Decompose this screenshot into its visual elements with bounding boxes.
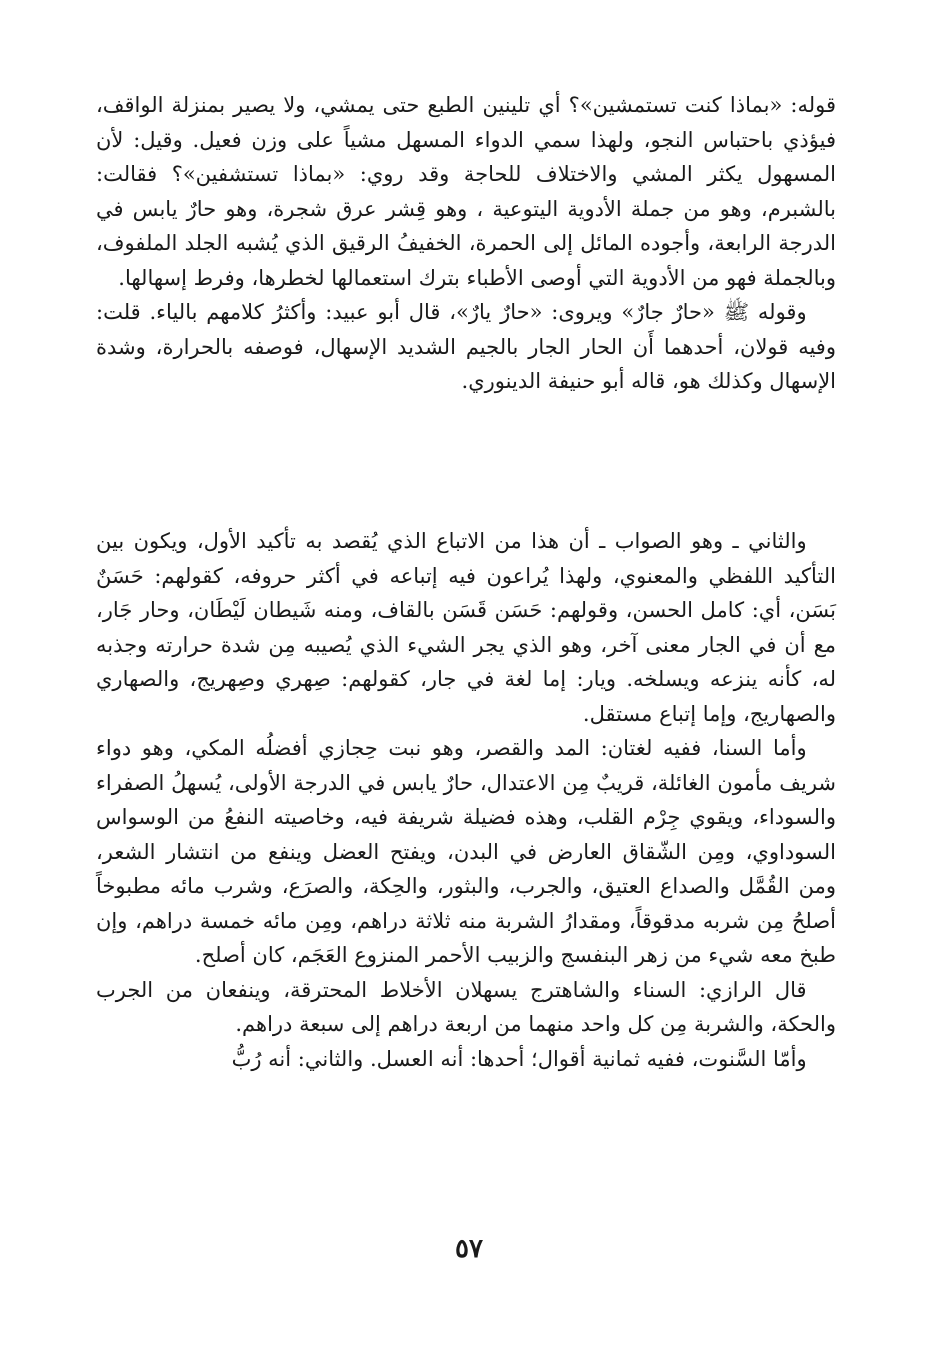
paragraph-razi: قال الرازي: السناء والشاهترج يسهلان الأخلاط المحترقة، وينفعان من الجرب والحكة، والشربة مِن كل واحد منهما من اربعة دراهم إلى سبعة دراهم. [96, 977, 836, 1036]
text-block-bottom [96, 524, 836, 1076]
paragraph-istimshin: قوله: «بماذا كنت تستمشين»؟ أي تلينين الطبع حتى يمشي، ولا يصير بمنزلة الواقف، فيؤذي باحتباس النجو، ولهذا سمي الدواء المسهل مشياً على وزن فعيل. وقيل: لأن المسهول يكثر المشي والاختلاف للحاجة وقد روي: «بماذا تستشفين»؟ فقالت: بالشبرم، وهو من جملة الأدوية اليتوعية ، وهو قِشر عرق شجرة، وهو حارٌ يابس في الدرجة الرابعة، وأجوده المائل إلى الحمرة، الخفيفُ الرقيق الذي يُشبه الجلد الملفوف، وبالجملة فهو من الأدوية التي أوصى الأطباء بترك استعمالها لخطرها، وفرط إسهالها. [96, 93, 836, 290]
paragraph-sanut: وأمّا السَّنوت، ففيه ثمانية أقوال؛ أحدها: أنه العسل. والثاني: أنه رُبُّ [231, 1046, 807, 1071]
text-block-top [96, 88, 836, 399]
page-number: ٥٧ [455, 1234, 483, 1264]
paragraph-harr-jarr: وقوله ﷺ «حارٌ جارٌ» ويروى: «حارٌ يارٌ»، قال أبو عبيد: وأكثرُ كلامهم بالياء. قلت: وفيه قولان، أحدهما أَن الحار الجار بالجيم الشديد الإسهال، فوصفه بالحرارة، وشدة الإسهال وكذلك هو، قاله أبو حنيفة الدينوري. [96, 300, 836, 393]
paragraph-itba: والثاني ـ وهو الصواب ـ أن هذا من الاتباع الذي يُقصد به تأكيد الأول، ويكون بين التأكيد اللفظي والمعنوي، ولهذا يُراعون فيه إتباعه في أكثر حروفه، كقولهم: حَسَنٌ بَسَن، أي: كامل الحسن، وقولهم: حَسَن قَسَن بالقاف، ومنه شَيطان لَيْطَان، وحار جَار، مع أن في الجار معنى آخر، وهو الذي يجر الشيء الذي يُصيبه مِن شدة حرارته وجذبه له، كأنه ينزعه ويسلخه. ويار: إما لغة في جار، كقولهم: صِهري وصِهريج، والصهاري والصهاريج، وإما إتباع مستقل. [96, 529, 836, 726]
paragraph-sana: وأما السنا، ففيه لغتان: المد والقصر، وهو نبت حِجازي أفضلُه المكي، وهو دواء شريف مأمون الغائلة، قريبٌ مِن الاعتدال، حارٌ يابس في الدرجة الأولى، يُسهلُ الصفراء والسوداء، ويقوي جِرْم القلب، وهذه فضيلة شريفة فيه، وخاصيته النفعُ من الوسواس السوداوي، ومِن الشّقاق العارض في البدن، ويفتح العضل وينفع من انتشار الشعر، ومن القُمَّل والصداع العتيق، والجرب، والبثور، والحِكة، والصرَع، وشرب مائه مطبوخاً أصلحُ مِن شربه مدقوقاً، ومقدارُ الشربة منه ثلاثة دراهم، ومِن مائه خمسة دراهم، وإن طبخ معه شيء من زهر البنفسج والزبيب الأحمر المنزوع العَجَم، كان أصلح. [96, 736, 836, 967]
